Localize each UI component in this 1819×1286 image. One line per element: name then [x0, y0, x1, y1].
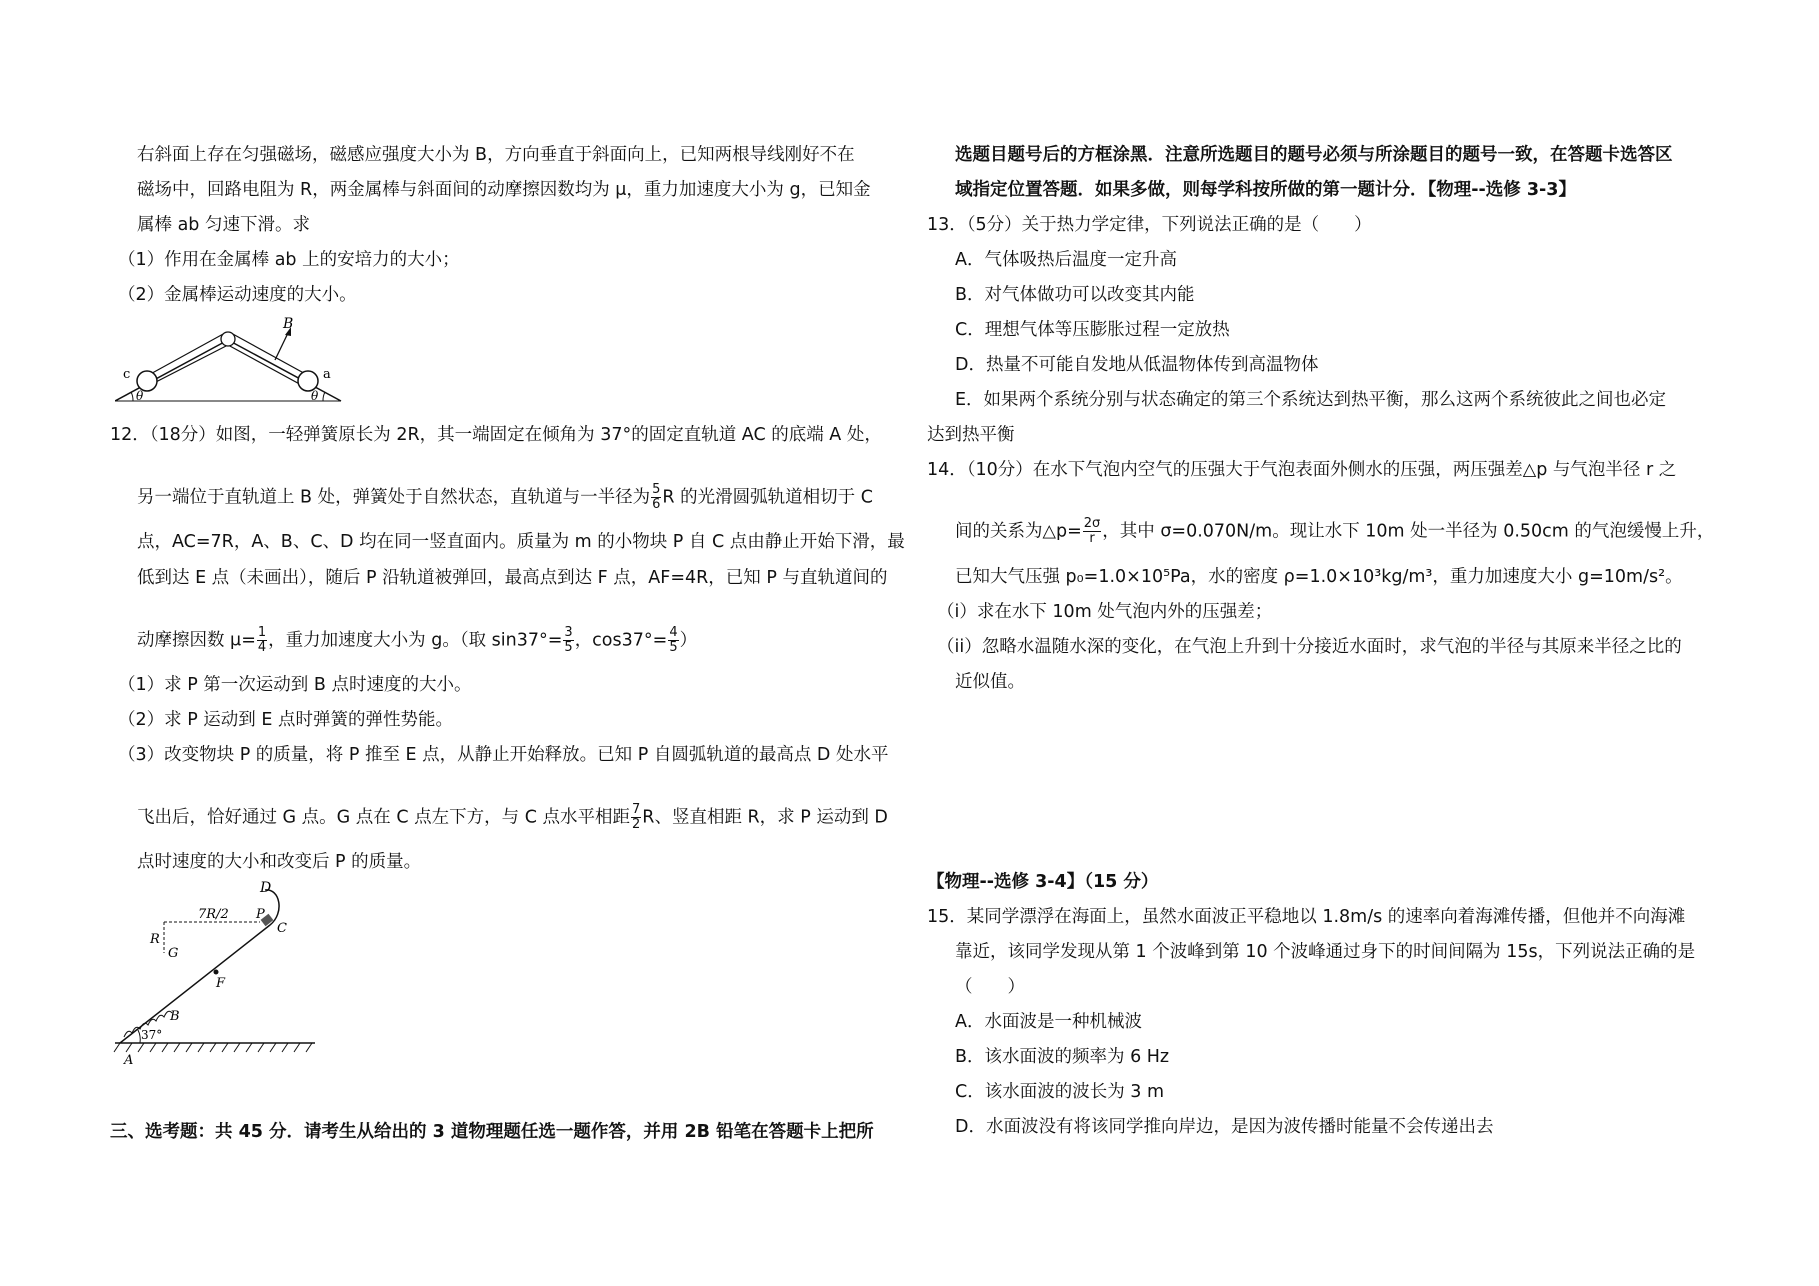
frac-den: 2 — [632, 817, 641, 832]
frac-num: 4 — [669, 625, 678, 640]
section-3-cont-line: 选题目题号后的方框涂黑．注意所选题目的题号必须与所涂题目的题号一致，在答题卡选答区 — [955, 145, 1673, 165]
q12-text: R 的光滑圆弧轨道相切于 C — [662, 487, 873, 508]
q15-option-c: C．该水面波的波长为 3 m — [955, 1082, 1165, 1102]
fraction-sin — [563, 626, 573, 655]
point-label-g: G — [168, 946, 179, 961]
angle-label-right: θ — [311, 389, 319, 403]
frac-den: 4 — [257, 640, 267, 655]
q14-part-2: （ii）忽略水温随水深的变化，在气泡上升到十分接近水面时，求气泡的半径与其原来半径之比的 — [937, 637, 1682, 657]
point-label-d: D — [260, 880, 272, 896]
q14-line-3: 已知大气压强 p₀=1.0×10⁵Pa，水的密度 ρ=1.0×10³kg/m³，重力加速度大小 g=10m/s²。 — [955, 567, 1683, 587]
q12-text: 动摩擦因数 μ= — [137, 630, 256, 651]
q15-option-b: B．该水面波的频率为 6 Hz — [955, 1047, 1170, 1067]
q12-part-3-line-1: （3）改变物块 P 的质量，将 P 推至 E 点，从静止开始释放。已知 P 自圆弧轨道的最高点 D 处水平 — [118, 745, 889, 765]
q12-line-4: 低到达 E 点（未画出），随后 P 沿轨道被弹回，最高点到达 F 点，AF=4R，已知 P 与直轨道间的 — [137, 568, 888, 588]
q14-part-2-cont: 近似值。 — [955, 672, 1025, 692]
q15-line-1: 15．某同学漂浮在海面上，虽然水面波正平稳地以 1.8m/s 的速率向着海滩传播，但他并不向海滩 — [927, 907, 1686, 927]
q12-part-3-line-2 — [137, 803, 888, 832]
section-3-4-heading: 【物理--选修 3-4】（15 分） — [927, 872, 1159, 892]
q12-text: ，cos37°= — [574, 630, 668, 651]
frac-den: 6 — [652, 497, 661, 512]
q12-text: R、竖直相距 R，求 P 运动到 D — [642, 807, 888, 828]
q12-line-1: 12．（18分）如图，一轻弹簧原长为 2R，其一端固定在倾角为 37°的固定直轨道 AC 的底端 A 处， — [110, 425, 882, 445]
frac-num: 3 — [564, 625, 573, 640]
q12-text: 另一端位于直轨道上 B 处，弹簧处于自然状态，直轨道与一半径为 — [137, 487, 651, 508]
q15-line-3: （ ） — [955, 977, 1025, 997]
fraction-7-2 — [631, 803, 641, 832]
length-label-r: R — [150, 932, 160, 947]
frac-den: 5 — [669, 640, 678, 655]
q13-option-c: C．理想气体等压膨胀过程一定放热 — [955, 320, 1230, 340]
q12-line-2 — [137, 483, 873, 512]
q13-option-b: B．对气体做功可以改变其内能 — [955, 285, 1195, 305]
section-3-heading: 三、选考题：共 45 分．请考生从给出的 3 道物理题任选一题作答，并用 2B 铅笔在答题卡上把所 — [110, 1122, 874, 1142]
dimension-label: 7R/2 — [198, 907, 229, 922]
section-3-cont-line: 域指定位置答题．如果多做，则每学科按所做的第一题计分．【物理--选修 3-3】 — [955, 180, 1576, 200]
frac-num: 2σ — [1083, 516, 1101, 531]
q11-part-1: （1）作用在金属棒 ab 上的安培力的大小； — [118, 250, 460, 270]
q14-text: 间的关系为△p= — [955, 521, 1082, 542]
q12-part-3-line-3: 点时速度的大小和改变后 P 的质量。 — [137, 852, 422, 872]
field-label-b: B — [283, 316, 294, 332]
point-label-p: P — [256, 907, 265, 922]
spring-track-figure — [110, 880, 320, 1080]
q12-text: ，重力加速度大小为 g。（取 sin37°= — [268, 630, 563, 651]
q13-option-e-cont: 达到热平衡 — [927, 425, 1015, 445]
fraction-sigma — [1083, 517, 1102, 546]
q14-part-1: （i）求在水下 10m 处气泡内外的压强差； — [937, 602, 1273, 622]
q15-option-a: A．水面波是一种机械波 — [955, 1012, 1142, 1032]
q12-text: ） — [679, 630, 698, 651]
q12-line-5 — [137, 626, 697, 655]
q13-stem: 13．（5分）关于热力学定律，下列说法正确的是（ ） — [927, 215, 1372, 235]
q13-option-a: A．气体吸热后温度一定升高 — [955, 250, 1177, 270]
q11-part-2: （2）金属棒运动速度的大小。 — [118, 285, 357, 305]
q15-option-d: D．水面波没有将该同学推向岸边，是因为波传播时能量不会传递出去 — [955, 1117, 1494, 1137]
frac-den: r — [1089, 531, 1095, 546]
point-label-f: F — [216, 976, 226, 991]
frac-num: 1 — [257, 625, 267, 640]
q12-text: 飞出后，恰好通过 G 点。G 点在 C 点左下方，与 C 点水平相距 — [137, 807, 630, 828]
q11-text-line: 磁场中，回路电阻为 R，两金属棒与斜面间的动摩擦因数均为 μ，重力加速度大小为 g，已知金 — [137, 180, 871, 200]
q12-part-1: （1）求 P 第一次运动到 B 点时速度的大小。 — [118, 675, 472, 695]
frac-num: 5 — [652, 482, 661, 497]
q13-option-e: E．如果两个系统分别与状态确定的第三个系统达到热平衡，那么这两个系统彼此之间也必定 — [955, 390, 1667, 410]
point-label-c: C — [277, 921, 287, 936]
incline-rods-figure — [115, 315, 355, 405]
q11-text-line: 属棒 ab 匀速下滑。求 — [137, 215, 310, 235]
frac-den: 5 — [564, 640, 573, 655]
frac-num: 7 — [632, 802, 641, 817]
angle-label-left: θ — [136, 389, 144, 403]
q11-text-line: 右斜面上存在匀强磁场，磁感应强度大小为 B，方向垂直于斜面向上，已知两根导线刚好不在 — [137, 145, 855, 165]
point-label-b: B — [170, 1009, 180, 1024]
q12-line-3: 点，AC=7R，A、B、C、D 均在同一竖直面内。质量为 m 的小物块 P 自 C 点由静止开始下滑，最 — [137, 532, 905, 552]
fraction-mu — [257, 626, 267, 655]
point-label-a: A — [124, 1053, 134, 1068]
q14-line-2 — [955, 517, 1714, 546]
rod-label-c: c — [123, 367, 131, 382]
q14-line-1: 14．（10分）在水下气泡内空气的压强大于气泡表面外侧水的压强，两压强差△p 与气泡半径 r 之 — [927, 460, 1677, 480]
q14-text: ，其中 σ=0.070N/m。现让水下 10m 处一半径为 0.50cm 的气泡缓慢上升， — [1102, 521, 1715, 542]
rod-label-a: a — [323, 367, 331, 382]
q15-line-2: 靠近，该同学发现从第 1 个波峰到第 10 个波峰通过身下的时间间隔为 15s，下列说法正确的是 — [955, 942, 1696, 962]
fraction-5-6 — [651, 483, 661, 512]
angle-label: 37° — [141, 1028, 163, 1042]
q12-part-2: （2）求 P 运动到 E 点时弹簧的弹性势能。 — [118, 710, 453, 730]
fraction-cos — [668, 626, 678, 655]
q13-option-d: D．热量不可能自发地从低温物体传到高温物体 — [955, 355, 1319, 375]
